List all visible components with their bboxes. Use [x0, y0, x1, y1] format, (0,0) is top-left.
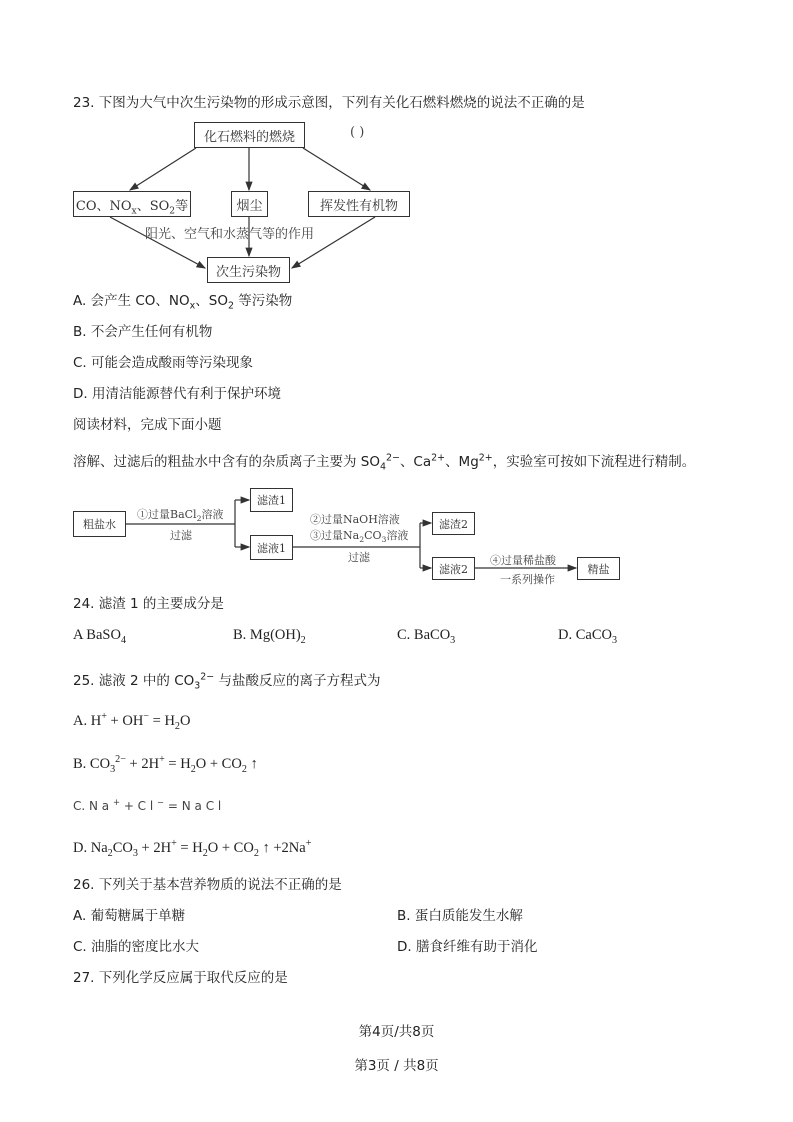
subscript-text: 3	[132, 847, 138, 859]
text-segment: 溶解、过滤后的粗盐水中含有的杂质离子主要为 SO	[73, 454, 380, 470]
text-segment: CO	[112, 840, 133, 856]
option-26-b: B. 蛋白质能发生水解	[397, 908, 523, 924]
subscript-text: x	[131, 206, 137, 217]
option-23-a	[73, 292, 292, 310]
supscript-text: +	[112, 797, 120, 807]
box-refined-salt: 精盐	[577, 557, 620, 580]
text-segment: 25. 滤液 2 中的 CO	[73, 673, 195, 689]
text-segment: CO、NO	[75, 198, 132, 214]
text-segment: ③过量Na	[310, 529, 360, 542]
option-24-c	[397, 626, 455, 644]
subscript-text: 3	[611, 634, 618, 646]
box-volatile-organics: 挥发性有机物	[308, 191, 410, 217]
text-segment: C. N a	[73, 799, 113, 813]
question-27-stem: 27. 下列化学反应属于取代反应的是	[73, 970, 288, 986]
supscript-text: +	[159, 754, 165, 766]
subscript-text: 4	[380, 461, 387, 473]
text-segment: = H	[149, 713, 175, 729]
supscript-text: +	[305, 838, 312, 850]
step-2-label: ②过量NaOH溶液	[310, 513, 400, 526]
text-segment: + 2H	[125, 756, 160, 772]
subscript-text: 2	[359, 535, 365, 545]
supscript-text: 2−	[386, 452, 400, 464]
text-segment: 等污染物	[233, 293, 293, 309]
supscript-text: 2−	[115, 754, 126, 766]
text-segment: A. 会产生 CO、NO	[73, 293, 190, 309]
box-residue-2: 滤渣2	[432, 512, 475, 535]
step-1-label	[137, 506, 223, 522]
subscript-text: 2	[202, 847, 208, 859]
text-segment: + OH	[106, 713, 144, 729]
subscript-text: 2	[241, 763, 247, 775]
supscript-text: +	[171, 838, 177, 850]
option-23-c: C. 可能会造成酸雨等污染现象	[73, 355, 254, 371]
operations-label: 一系列操作	[500, 573, 555, 586]
supscript-text: 2+	[478, 452, 493, 464]
subscript-text: 2	[169, 206, 176, 217]
subscript-text: 4	[120, 634, 127, 646]
subscript-text: 3	[194, 680, 201, 692]
option-26-c: C. 油脂的密度比水大	[73, 939, 200, 955]
page-footer-inner: 第4页/共8页	[358, 1024, 435, 1040]
text-segment: + 2H	[137, 840, 172, 856]
step-4-label: ④过量稀盐酸	[490, 554, 556, 567]
text-segment: 、Mg	[445, 454, 479, 470]
answer-parentheses: ( )	[350, 125, 365, 140]
option-24-d	[558, 626, 617, 644]
supscript-text: +	[101, 711, 107, 723]
reading-instruction: 阅读材料，完成下面小题	[73, 417, 222, 433]
question-25-stem	[73, 672, 381, 690]
option-26-d: D. 膳食纤维有助于消化	[397, 939, 538, 955]
box-smoke-dust: 烟尘	[231, 191, 268, 217]
option-23-b: B. 不会产生任何有机物	[73, 324, 213, 340]
subscript-text: 2	[190, 763, 196, 775]
option-25-b	[73, 755, 258, 773]
text-segment: ①过量BaCl	[137, 508, 197, 521]
text-segment: 与盐酸反应的离子方程式为	[214, 673, 381, 689]
box-crude-brine: 粗盐水	[73, 511, 126, 537]
subscript-text: 2	[174, 720, 180, 732]
subscript-text: x	[189, 300, 196, 312]
text-segment: D. Na	[73, 840, 108, 856]
box-fossil-fuel-combustion: 化石燃料的燃烧	[194, 122, 305, 148]
subscript-text: 3	[110, 763, 116, 775]
page-footer-outer: 第3页 / 共8页	[354, 1058, 439, 1074]
condition-label: 阳光、空气和水蒸气等的作用	[145, 227, 315, 242]
box-filtrate-1: 滤液1	[250, 535, 293, 560]
option-24-b	[233, 626, 306, 644]
subscript-text: 2	[227, 300, 234, 312]
supscript-text: −	[157, 797, 165, 807]
text-segment: = H	[164, 756, 191, 772]
text-segment: D. CaCO	[558, 627, 612, 643]
text-segment: C. BaCO	[397, 627, 451, 643]
supscript-text: 2+	[431, 452, 446, 464]
text-segment: 、SO	[136, 198, 170, 214]
subscript-text: 2	[253, 847, 259, 859]
option-24-a	[73, 626, 126, 644]
subscript-text: 2	[300, 634, 306, 646]
subscript-text: 2	[196, 514, 202, 524]
text-segment: A. H	[73, 713, 102, 729]
text-segment: 溶液	[386, 529, 409, 542]
text-segment: 溶液	[201, 508, 224, 521]
option-25-c	[73, 797, 221, 815]
option-25-a	[73, 712, 190, 730]
text-segment: ↑	[246, 756, 258, 772]
text-segment: 、SO	[195, 293, 228, 309]
text-segment: O	[179, 713, 191, 729]
option-23-d: D. 用清洁能源替代有利于保护环境	[73, 386, 281, 402]
text-segment: O + CO	[195, 756, 242, 772]
text-segment: = N a C l	[164, 799, 222, 813]
subscript-text: 3	[381, 535, 387, 545]
text-segment: B. Mg(OH)	[233, 627, 301, 643]
subscript-text: 2	[107, 847, 113, 859]
filter-1-label: 过滤	[170, 529, 192, 542]
text-segment: O + CO	[207, 840, 254, 856]
box-secondary-pollutants: 次生污染物	[207, 257, 290, 283]
text-segment: 、Ca	[399, 454, 432, 470]
question-24-stem: 24. 滤渣 1 的主要成分是	[73, 596, 224, 612]
question-23-stem: 23. 下图为大气中次生污染物的形成示意图，下列有关化石燃料燃烧的说法不正确的是	[73, 95, 585, 111]
text-segment: CO	[364, 529, 382, 542]
filter-2-label: 过滤	[348, 551, 370, 564]
text-segment: A BaSO	[73, 627, 121, 643]
supscript-text: 2−	[200, 671, 215, 683]
box-residue-1: 滤渣1	[250, 488, 293, 512]
subscript-text: 3	[450, 634, 456, 646]
option-26-a: A. 葡萄糖属于单糖	[73, 908, 186, 924]
supscript-text: −	[143, 711, 150, 723]
box-co-nox-so2	[73, 191, 191, 217]
text-segment: 等	[175, 198, 189, 214]
step-3-label	[310, 527, 408, 543]
box-filtrate-2: 滤液2	[432, 557, 475, 580]
question-26-stem: 26. 下列关于基本营养物质的说法不正确的是	[73, 877, 342, 893]
option-25-d	[73, 839, 311, 857]
material-paragraph	[73, 453, 695, 471]
text-segment: = H	[176, 840, 203, 856]
text-segment: ，实验室可按如下流程进行精制。	[492, 454, 696, 470]
text-segment: ↑ +2Na	[258, 840, 306, 856]
text-segment: + C l	[120, 799, 158, 813]
text-segment: B. CO	[73, 756, 111, 772]
